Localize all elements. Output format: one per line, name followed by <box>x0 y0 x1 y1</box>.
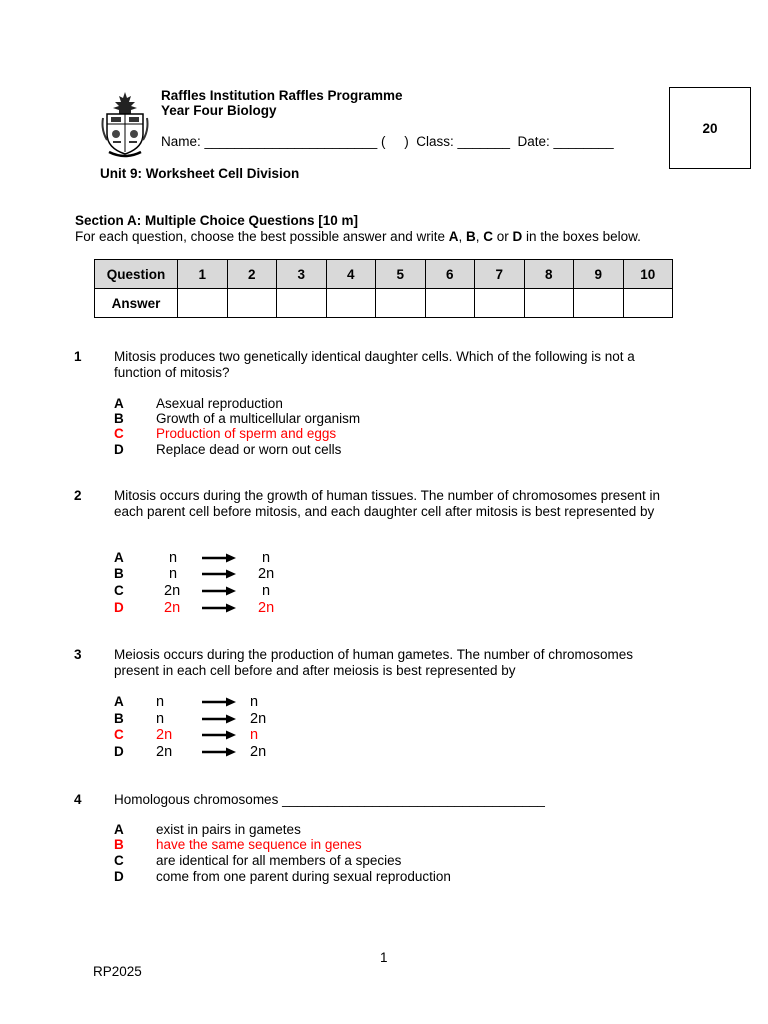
answer-box-1[interactable] <box>178 289 228 318</box>
answer-box-10[interactable] <box>623 289 673 318</box>
section-a-title: Section A: Multiple Choice Questions [10 m] <box>75 213 359 228</box>
q3-option-c-after: n <box>250 727 259 743</box>
q3-option-a-after: n <box>250 694 259 710</box>
q2-option-b-letter: B <box>114 566 124 581</box>
arrow-icon <box>202 714 236 724</box>
q4-option-c-text: are identical for all members of a species <box>156 853 402 868</box>
q2-option-c-letter: C <box>114 583 124 598</box>
question-3-text: Meiosis occurs during the production of human gametes. The number of chromosomes present in each cell before and after meiosis is best represented by <box>114 647 634 678</box>
question-number: 8 <box>524 260 574 289</box>
answer-box-8[interactable] <box>524 289 574 318</box>
arrow-icon <box>202 553 236 563</box>
document-code: RP2025 <box>93 964 142 979</box>
q3-option-a-before: n <box>156 694 165 710</box>
total-marks-box <box>669 87 751 169</box>
q2-option-a-before: n <box>169 550 178 566</box>
answer-box-6[interactable] <box>425 289 475 318</box>
question-number: 9 <box>574 260 624 289</box>
q4-option-d-text: come from one parent during sexual reproduction <box>156 869 451 884</box>
arrow-icon <box>202 569 236 579</box>
question-2-number: 2 <box>74 488 82 503</box>
instr-letter-c: C <box>483 229 493 244</box>
question-number: 10 <box>623 260 673 289</box>
q1-option-d-text: Replace dead or worn out cells <box>156 442 342 457</box>
answer-row <box>95 289 673 318</box>
question-number: 5 <box>376 260 426 289</box>
q4-option-b-letter: B <box>114 837 124 852</box>
instr-text: For each question, choose the best possible answer and write <box>75 229 449 244</box>
q2-option-c-before: 2n <box>164 583 181 599</box>
course-title: Year Four Biology <box>161 103 277 118</box>
q4-option-a-text: exist in pairs in gametes <box>156 822 301 837</box>
answer-box-9[interactable] <box>574 289 624 318</box>
q1-option-a-letter: A <box>114 396 124 411</box>
answer-box-7[interactable] <box>475 289 525 318</box>
q1-option-b-letter: B <box>114 411 124 426</box>
arrow-icon <box>202 747 236 757</box>
q1-option-c-letter: C <box>114 426 124 441</box>
question-number: 4 <box>326 260 376 289</box>
instr-text-end: in the boxes below. <box>522 229 641 244</box>
q1-option-b-text: Growth of a multicellular organism <box>156 411 361 426</box>
worksheet-title: Unit 9: Worksheet Cell Division <box>100 166 300 181</box>
question-number: 6 <box>425 260 475 289</box>
q1-option-a-text: Asexual reproduction <box>156 396 283 411</box>
instr-comma: , <box>458 229 466 244</box>
school-crest-logo <box>101 90 149 158</box>
arrow-icon <box>202 603 236 613</box>
instr-comma: , <box>475 229 484 244</box>
q1-option-d-letter: D <box>114 442 124 457</box>
answer-box-5[interactable] <box>376 289 426 318</box>
answer-box-4[interactable] <box>326 289 376 318</box>
section-a-instructions <box>75 229 641 244</box>
q2-option-d-letter: D <box>114 600 124 615</box>
question-4-number: 4 <box>74 792 82 807</box>
arrow-icon <box>202 586 236 596</box>
instr-letter-b: B <box>465 229 476 244</box>
q2-option-c-after: n <box>262 583 271 599</box>
question-number: 7 <box>475 260 525 289</box>
q3-option-b-before: n <box>156 711 165 727</box>
q2-option-b-before: n <box>169 566 178 582</box>
question-3-number: 3 <box>74 647 82 662</box>
q3-option-b-letter: B <box>114 711 124 726</box>
q3-option-d-after: 2n <box>250 744 267 760</box>
q2-option-a-letter: A <box>114 550 124 565</box>
q4-option-b-text: have the same sequence in genes <box>156 837 362 852</box>
q4-option-c-letter: C <box>114 853 124 868</box>
page-number: 1 <box>380 950 388 965</box>
answer-box-3[interactable] <box>277 289 327 318</box>
answer-box-2[interactable] <box>227 289 277 318</box>
q2-option-b-after: 2n <box>258 566 275 582</box>
q1-option-c-text: Production of sperm and eggs <box>156 426 337 441</box>
question-number: 3 <box>277 260 327 289</box>
q3-option-d-before: 2n <box>156 744 173 760</box>
answer-table <box>94 259 673 318</box>
question-number: 2 <box>227 260 277 289</box>
instr-letter-d: D <box>512 229 523 244</box>
q4-option-d-letter: D <box>114 869 124 884</box>
q3-option-d-letter: D <box>114 744 124 759</box>
q3-option-b-after: 2n <box>250 711 267 727</box>
question-1-number: 1 <box>74 349 82 364</box>
instr-letter-a: A <box>448 229 459 244</box>
question-1-text: Mitosis produces two genetically identical daughter cells. Which of the following is not a function of mitosis? <box>114 349 635 380</box>
question-number-row <box>95 260 673 289</box>
question-number: 1 <box>178 260 228 289</box>
q4-option-a-letter: A <box>114 822 124 837</box>
q3-option-c-letter: C <box>114 727 124 742</box>
question-4-text: Homologous chromosomes ___________________________________ <box>114 792 545 807</box>
student-details-line: Name: _______________________ ( ) Class: _______ Date: ________ <box>161 134 614 149</box>
q3-option-c-before: 2n <box>156 727 173 743</box>
q2-option-d-after: 2n <box>258 600 275 616</box>
question-2-text: Mitosis occurs during the growth of human tissues. The number of chromosomes present in each parent cell before mitosis, and each daughter cell after mitosis is best represented by <box>114 488 661 519</box>
instr-or: or <box>493 229 513 244</box>
q2-option-a-after: n <box>262 550 271 566</box>
q2-option-d-before: 2n <box>164 600 181 616</box>
school-name: Raffles Institution Raffles Programme <box>161 88 403 103</box>
total-marks-value: 20 <box>702 120 718 136</box>
arrow-icon <box>202 697 236 707</box>
answer-label: Answer <box>95 289 178 318</box>
q3-option-a-letter: A <box>114 694 124 709</box>
arrow-icon <box>202 730 236 740</box>
question-label: Question <box>95 260 178 289</box>
